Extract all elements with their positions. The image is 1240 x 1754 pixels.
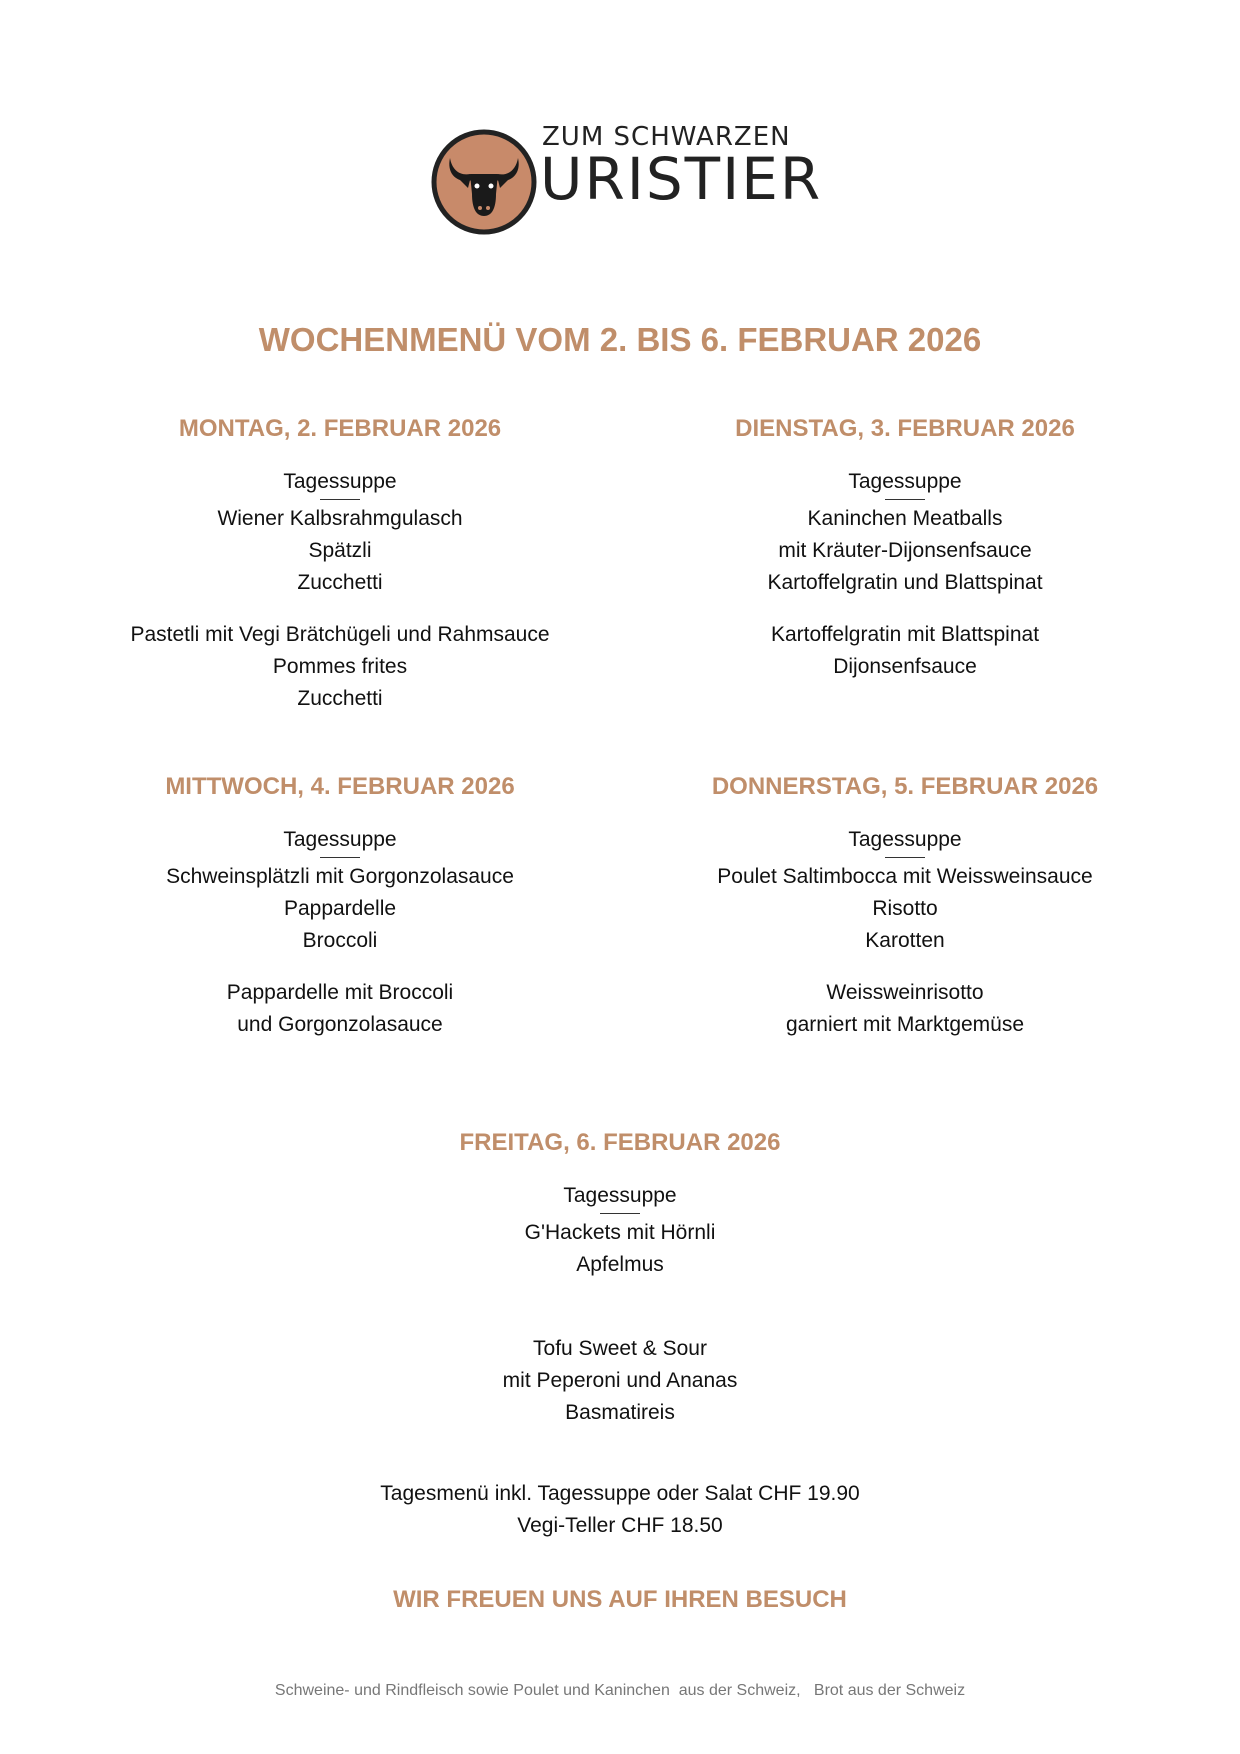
soup-item: Tagessuppe (283, 470, 397, 493)
price-info (0, 1478, 1240, 1542)
menu-item: Poulet Saltimbocca mit Weissweinsauce (717, 865, 1093, 888)
origin-footer: Schweine- und Rindfleisch sowie Poulet und Kaninchen aus der Schweiz, Brot aus der Schweiz (274, 1682, 966, 1699)
menu-item: Risotto (872, 897, 938, 920)
menu-item: Kaninchen Meatballs (807, 507, 1003, 530)
bull-head-icon (430, 128, 538, 236)
divider (885, 857, 925, 858)
menu-item: Wiener Kalbsrahmgulasch (217, 507, 463, 530)
vegi-item: Dijonsenfsauce (833, 655, 977, 678)
menu-item: G'Hackets mit Hörnli (524, 1221, 716, 1244)
divider (320, 499, 360, 500)
vegi-item: Pastetli mit Vegi Brätchügeli und Rahmsauce (130, 623, 550, 646)
vegi-item: Pommes frites (272, 655, 408, 678)
divider (320, 857, 360, 858)
divider (600, 1213, 640, 1214)
soup-item: Tagessuppe (563, 1184, 677, 1207)
vegi-item: mit Peperoni und Ananas (502, 1369, 738, 1392)
menu-item: Zucchetti (297, 571, 383, 594)
welcome-text: WIR FREUEN UNS AUF IHREN BESUCH (393, 1586, 847, 1613)
menu-item: Schweinsplätzli mit Gorgonzolasauce (166, 865, 514, 888)
soup-item: Tagessuppe (848, 828, 962, 851)
price-vegi: Vegi-Teller CHF 18.50 (517, 1514, 723, 1537)
vegi-item: und Gorgonzolasauce (237, 1013, 443, 1036)
price-tagesmenu: Tagesmenü inkl. Tagessuppe oder Salat CHF 19.90 (380, 1482, 860, 1505)
logo-top-text: ZUM SCHWARZEN (542, 122, 791, 152)
day-title: FREITAG, 6. FEBRUAR 2026 (459, 1129, 781, 1156)
vegi-item: Basmatireis (565, 1401, 675, 1424)
day-title: MITTWOCH, 4. FEBRUAR 2026 (165, 773, 515, 800)
soup-item: Tagessuppe (283, 828, 397, 851)
day-title: DONNERSTAG, 5. FEBRUAR 2026 (711, 773, 1099, 800)
day-friday (340, 1128, 900, 1429)
menu-item: Spätzli (308, 539, 372, 562)
day-title: MONTAG, 2. FEBRUAR 2026 (178, 415, 502, 442)
day-wednesday (60, 772, 620, 1041)
vegi-item: garniert mit Marktgemüse (785, 1013, 1025, 1036)
day-tuesday (625, 414, 1185, 683)
menu-item: Broccoli (302, 929, 378, 952)
menu-item: Kartoffelgratin und Blattspinat (767, 571, 1043, 594)
menu-item: mit Kräuter-Dijonsenfsauce (778, 539, 1032, 562)
menu-item: Pappardelle (283, 897, 397, 920)
day-title: DIENSTAG, 3. FEBRUAR 2026 (735, 415, 1075, 442)
vegi-item: Pappardelle mit Broccoli (226, 981, 454, 1004)
vegi-item: Kartoffelgratin mit Blattspinat (770, 623, 1040, 646)
day-monday (60, 414, 620, 715)
divider (885, 499, 925, 500)
vegi-item: Zucchetti (297, 687, 383, 710)
menu-item: Karotten (865, 929, 945, 952)
page-title: WOCHENMENÜ VOM 2. BIS 6. FEBRUAR 2026 (258, 321, 982, 358)
day-thursday (625, 772, 1185, 1041)
logo-main-text: URISTIER (540, 145, 823, 213)
vegi-item: Tofu Sweet & Sour (533, 1337, 707, 1360)
menu-item: Apfelmus (576, 1253, 664, 1276)
vegi-item: Weissweinrisotto (826, 981, 984, 1004)
soup-item: Tagessuppe (848, 470, 962, 493)
restaurant-logo (430, 122, 830, 237)
